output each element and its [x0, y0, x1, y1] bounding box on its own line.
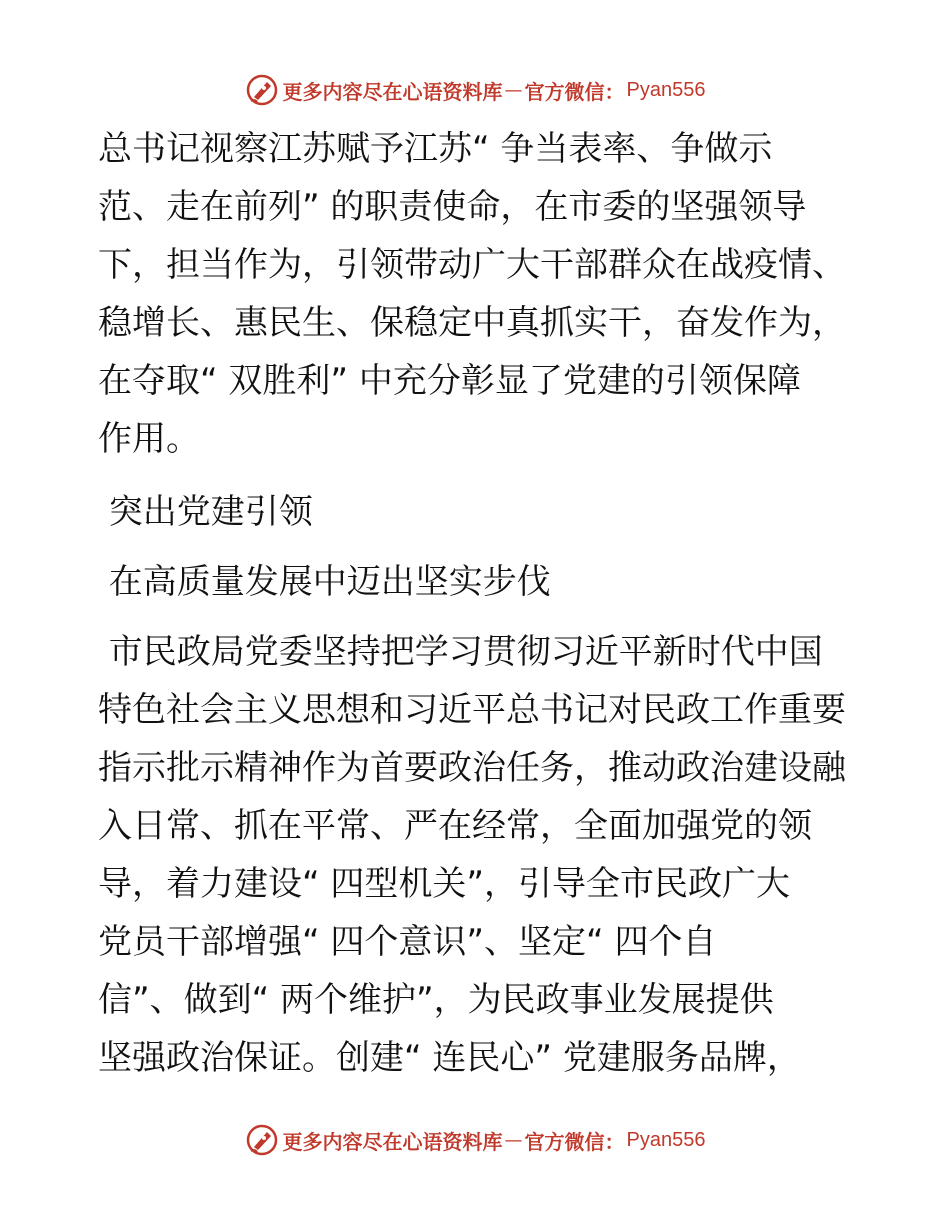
banner-brand-text: 更多内容尽在心语资料库 [282, 79, 503, 104]
text-line: 市民政局党委坚持把学习贯彻习近平新时代中国 [98, 632, 823, 672]
text-line: 信”、做到“ 两个维护”，为民政事业发展提供 [98, 980, 774, 1020]
banner-dash: — [504, 1129, 523, 1151]
paragraph-2 [98, 623, 853, 1087]
text-line: 稳增长、惠民生、保稳定中真抓实干，奋发作为， [98, 303, 846, 343]
header-banner [0, 70, 950, 110]
banner-dash: — [504, 79, 523, 101]
text-line: 范、走在前列” 的职责使命，在市委的坚强领导 [98, 187, 807, 227]
banner-wechat-id: Pyan556 [626, 1128, 706, 1151]
text-line: 导，着力建设“ 四型机关”，引导全市民政广大 [98, 864, 791, 904]
banner-official-label: 官方微信： [524, 79, 625, 104]
document-body [98, 120, 853, 1087]
text-line: 作用。 [98, 419, 200, 459]
section-heading-1: 突出党建引领 [98, 492, 313, 532]
banner-wechat-id: Pyan556 [626, 78, 706, 101]
banner-official-label: 官方微信： [524, 1129, 625, 1154]
text-line: 指示批示精神作为首要政治任务，推动政治建设融 [98, 748, 846, 788]
footer-banner [0, 1120, 950, 1160]
section-heading-2: 在高质量发展中迈出坚实步伐 [98, 562, 551, 602]
text-line: 党员干部增强“ 四个意识”、坚定“ 四个自 [98, 922, 717, 962]
pen-nib-logo-icon [245, 1123, 279, 1157]
text-line: 在夺取“ 双胜利” 中充分彰显了党建的引领保障 [98, 361, 801, 401]
pen-nib-logo-icon [245, 73, 279, 107]
text-line: 特色社会主义思想和习近平总书记对民政工作重要 [98, 690, 846, 730]
text-line: 坚强政治保证。创建“ 连民心” 党建服务品牌， [98, 1038, 801, 1078]
text-line: 下，担当作为，引领带动广大干部群众在战疫情、 [98, 245, 846, 285]
paragraph-1 [98, 120, 853, 468]
text-line: 总书记视察江苏赋予江苏“ 争当表率、争做示 [98, 129, 773, 169]
banner-brand-text: 更多内容尽在心语资料库 [282, 1129, 503, 1154]
text-line: 入日常、抓在平常、严在经常，全面加强党的领 [98, 806, 812, 846]
